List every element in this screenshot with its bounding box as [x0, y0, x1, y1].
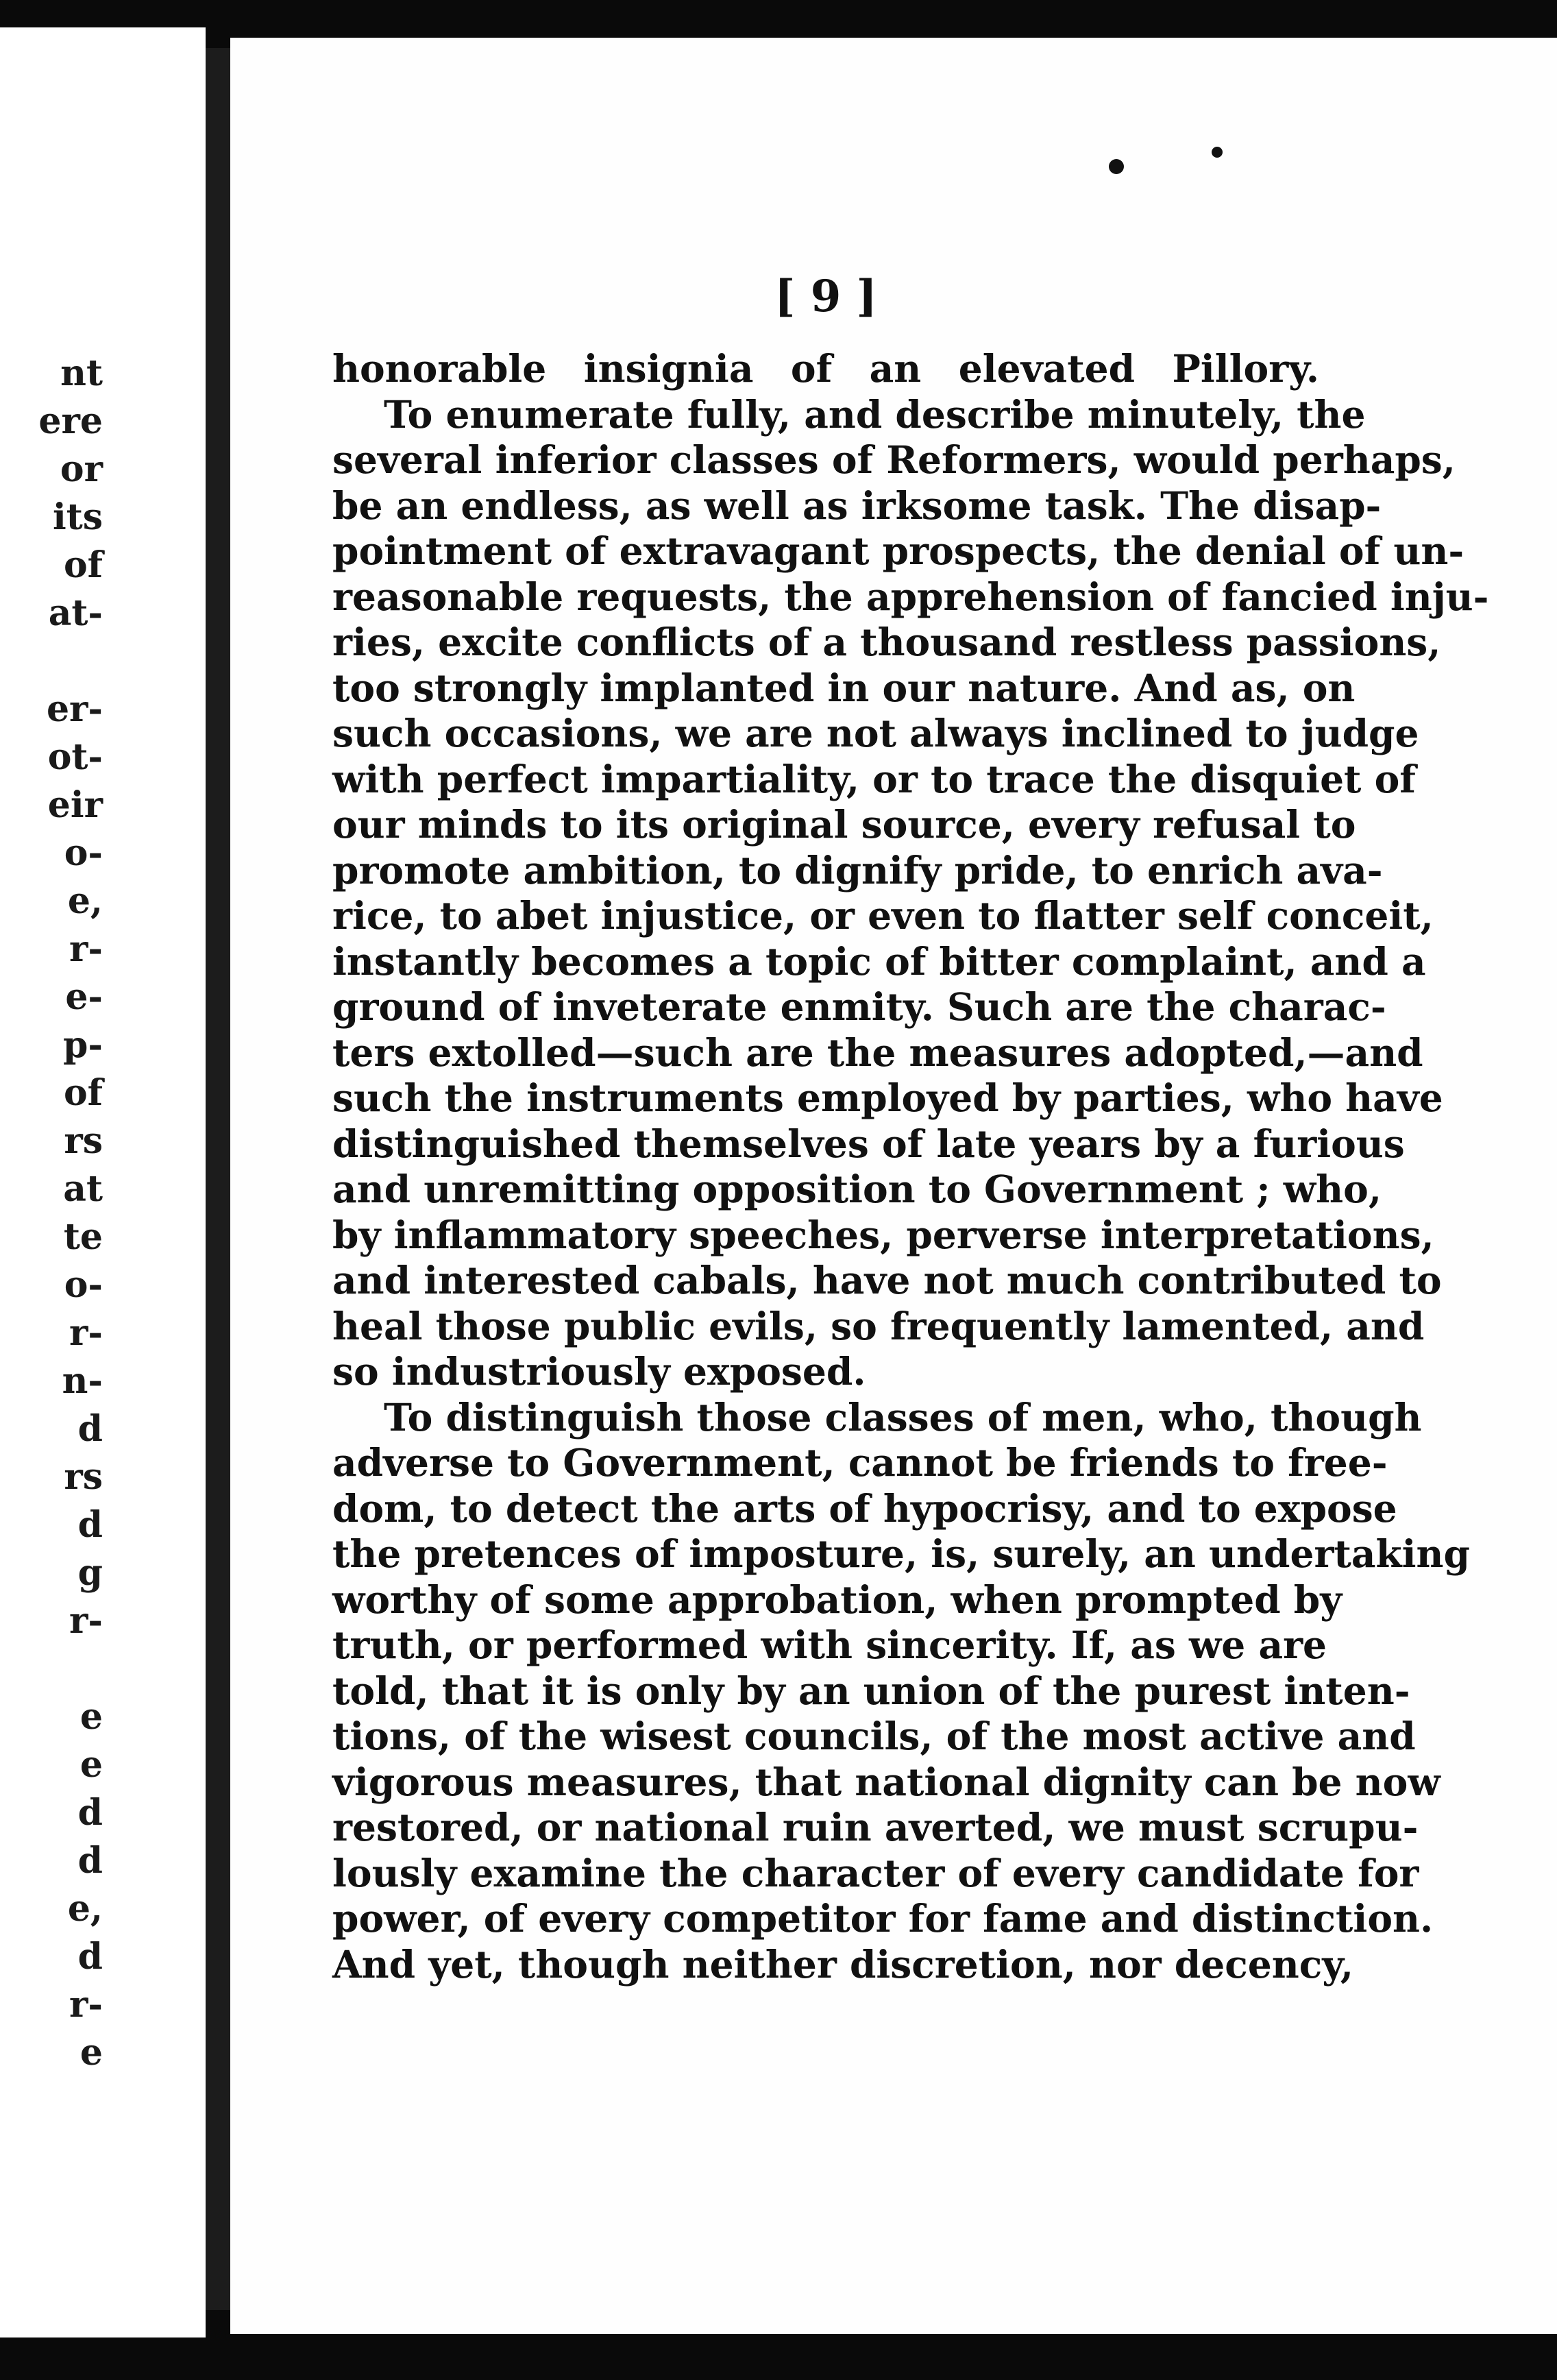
left-fragment: r-	[69, 928, 103, 970]
left-fragment: d	[77, 1936, 103, 1978]
text-line: and unremitting opposition to Government ; who,	[332, 1167, 1382, 1211]
text-line: told, that it is only by an union of the purest inten-	[332, 1668, 1410, 1713]
text-line: such the instruments employed by parties, who have	[332, 1076, 1443, 1120]
text-line: lously examine the character of every candidate for	[332, 1850, 1419, 1895]
left-fragment: n-	[62, 1360, 103, 1402]
text-line: ground of inveterate enmity. Such are the charac-	[332, 984, 1386, 1029]
left-page	[0, 27, 206, 2338]
left-fragment: e	[79, 2032, 103, 2074]
text-line: dom, to detect the arts of hypocrisy, and to expose	[332, 1485, 1397, 1531]
left-fragment: e,	[67, 880, 103, 922]
left-fragment: eir	[47, 784, 103, 826]
text-line: And yet, though neither discretion, nor decency,	[332, 1941, 1354, 1987]
left-fragment: e,	[67, 1888, 103, 1930]
text-line: so industriously exposed.	[332, 1349, 866, 1394]
left-fragment: r-	[69, 1600, 103, 1642]
text-line: To enumerate fully, and describe minutely, the	[384, 391, 1366, 437]
text-line: promote ambition, to dignify pride, to enrich ava-	[332, 847, 1383, 892]
text-line: ters extolled—such are the measures adopted,—and	[332, 1030, 1423, 1075]
left-fragment: p-	[63, 1024, 103, 1066]
text-line: rice, to abet injustice, or even to flatter self conceit,	[332, 893, 1434, 938]
text-line: honorable insignia of an elevated Pillory.	[332, 346, 1319, 391]
left-fragment: er-	[46, 688, 103, 730]
text-line: be an endless, as well as irksome task. The disap-	[332, 483, 1382, 528]
ink-spot	[1109, 159, 1124, 174]
left-fragment: rs	[64, 1456, 103, 1498]
text-line: several inferior classes of Reformers, would perhaps,	[332, 437, 1456, 482]
text-line: such occasions, we are not always inclined to judge	[332, 711, 1419, 755]
text-line: instantly becomes a topic of bitter complaint, and a	[332, 938, 1426, 984]
left-fragment: its	[52, 496, 103, 538]
left-fragment: e	[79, 1744, 103, 1786]
left-fragment: ot-	[47, 736, 103, 778]
text-line: pointment of extravagant prospects, the denial of un-	[332, 529, 1464, 573]
text-line: distinguished themselves of late years by a furious	[332, 1121, 1405, 1166]
text-line: restored, or national ruin averted, we must scrupu-	[332, 1805, 1419, 1849]
text-line: truth, or performed with sincerity. If, as we are	[332, 1623, 1327, 1667]
left-fragment: d	[77, 1792, 103, 1834]
book-gutter	[206, 48, 230, 2310]
left-fragment: d	[77, 1408, 103, 1450]
left-fragment: ere	[38, 400, 103, 442]
text-line: adverse to Government, cannot be friends to free-	[332, 1440, 1388, 1485]
left-fragment: o-	[64, 832, 103, 874]
left-fragment: r-	[69, 1312, 103, 1354]
text-line: reasonable requests, the apprehension of fancied inju-	[332, 574, 1489, 619]
text-line: To distinguish those classes of men, who, though	[384, 1394, 1422, 1440]
text-line: with perfect impartiality, or to trace the disquiet of	[332, 756, 1416, 801]
page-number: [ 9 ]	[774, 271, 877, 322]
text-line: heal those public evils, so frequently lamented, and	[332, 1303, 1425, 1348]
left-fragment: of	[63, 1072, 103, 1114]
left-fragment: or	[60, 448, 103, 490]
text-line: ries, excite conflicts of a thousand restless passions,	[332, 620, 1441, 664]
left-fragment: o-	[64, 1264, 103, 1306]
left-fragment: rs	[64, 1120, 103, 1162]
text-line: by inflammatory speeches, perverse interpretations,	[332, 1212, 1434, 1257]
text-line: worthy of some approbation, when prompted by	[332, 1577, 1343, 1622]
left-fragment: of	[63, 544, 103, 586]
left-fragment: at	[63, 1168, 103, 1210]
left-fragment: nt	[60, 352, 103, 394]
left-fragment: d	[77, 1504, 103, 1546]
left-fragment: d	[77, 1840, 103, 1882]
left-fragment	[0, 638, 103, 685]
ink-spot	[1212, 147, 1223, 158]
left-fragment: at-	[48, 592, 103, 634]
text-line: vigorous measures, that national dignity can be now	[332, 1759, 1440, 1804]
left-fragment: g	[77, 1552, 103, 1594]
text-line: power, of every competitor for fame and distinction.	[332, 1896, 1434, 1941]
left-fragment: e-	[65, 976, 103, 1018]
body-text	[332, 346, 1489, 1987]
text-line: the pretences of imposture, is, surely, an undertaking	[332, 1531, 1470, 1576]
left-fragment	[0, 1645, 103, 1693]
text-line: our minds to its original source, every refusal to	[332, 802, 1356, 847]
text-line: tions, of the wisest councils, of the most active and	[332, 1714, 1416, 1758]
left-fragment: te	[63, 1216, 103, 1258]
text-line: too strongly implanted in our nature. And as, on	[332, 665, 1356, 710]
left-fragment: e	[79, 1696, 103, 1738]
text-line: and interested cabals, have not much contributed to	[332, 1258, 1442, 1302]
left-fragment: r-	[69, 1984, 103, 2026]
left-page-fragments	[0, 350, 103, 2077]
